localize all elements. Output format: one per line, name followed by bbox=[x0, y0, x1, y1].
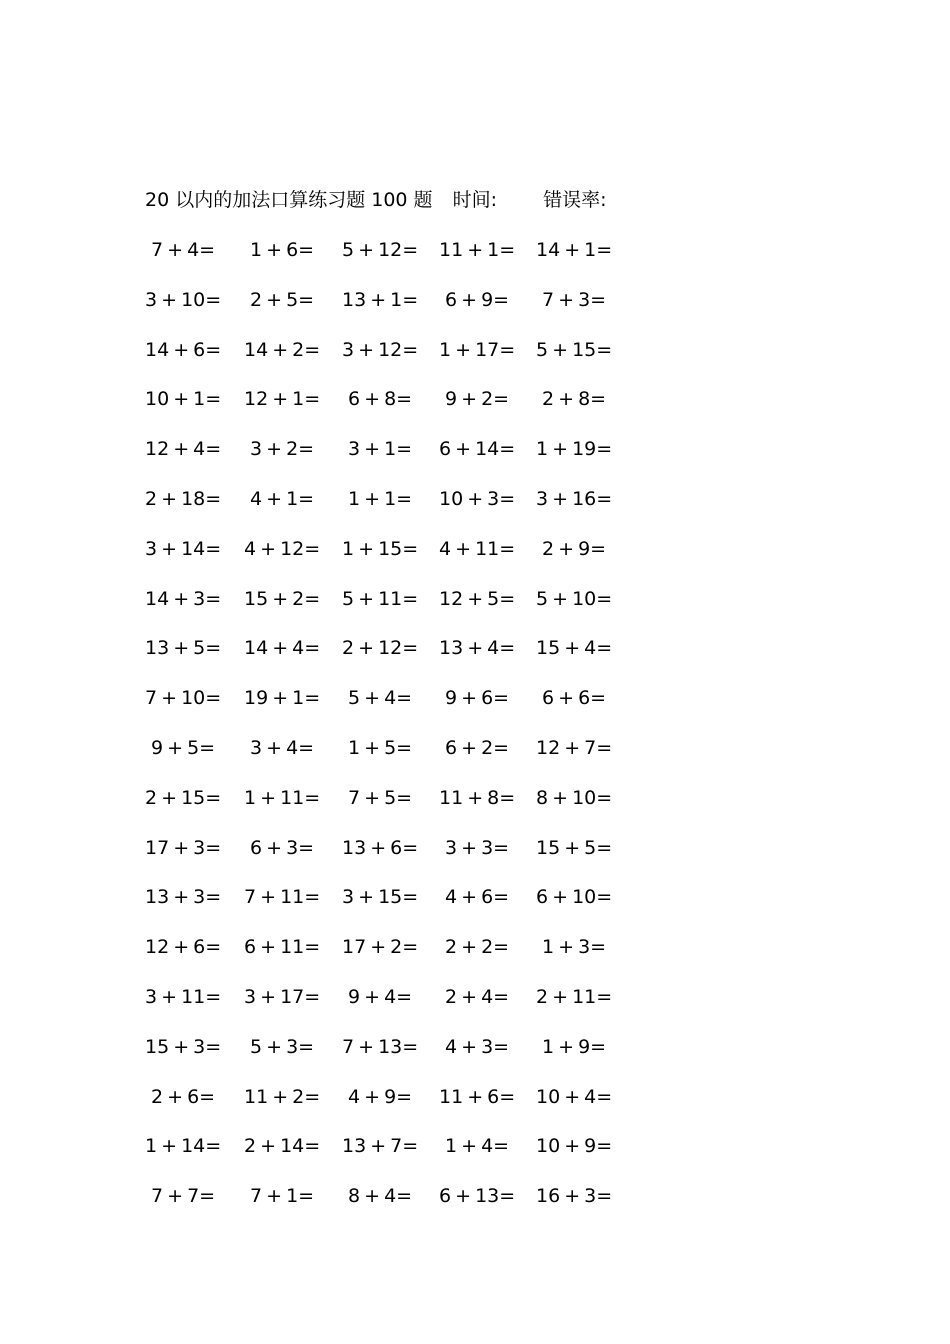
problem-item: 4 + 3= bbox=[445, 1035, 510, 1058]
problem-item: 1 + 17= bbox=[439, 338, 516, 361]
problem-item: 3 + 10= bbox=[145, 288, 222, 311]
problem-item: 1 + 15= bbox=[342, 537, 419, 560]
problem-row bbox=[0, 585, 950, 613]
problem-item: 7 + 3= bbox=[542, 288, 607, 311]
problem-item: 8 + 4= bbox=[348, 1185, 413, 1208]
problem-item: 3 + 1= bbox=[348, 438, 413, 461]
problem-row bbox=[0, 784, 950, 812]
problem-row bbox=[0, 1182, 950, 1210]
problem-item: 13 + 1= bbox=[342, 288, 419, 311]
problem-item: 2 + 11= bbox=[536, 986, 613, 1008]
problem-item: 3 + 15= bbox=[342, 886, 419, 909]
problem-item: 1 + 1= bbox=[348, 488, 413, 510]
problem-item: 13 + 6= bbox=[342, 836, 419, 859]
problem-item: 2 + 6= bbox=[151, 1085, 216, 1108]
problem-item: 5 + 3= bbox=[250, 1035, 315, 1058]
problem-row bbox=[0, 1132, 950, 1160]
problem-item: 2 + 2= bbox=[445, 936, 510, 959]
problem-item: 9 + 6= bbox=[445, 687, 510, 710]
problem-item: 5 + 11= bbox=[342, 587, 419, 610]
problem-item: 12 + 4= bbox=[145, 438, 222, 461]
problem-item: 1 + 4= bbox=[445, 1135, 510, 1158]
problem-item: 3 + 3= bbox=[445, 836, 510, 859]
problem-item: 6 + 3= bbox=[250, 836, 315, 859]
problem-item: 5 + 15= bbox=[536, 338, 613, 361]
time-label: 时间: bbox=[452, 189, 498, 211]
problem-item: 1 + 14= bbox=[145, 1135, 222, 1158]
problem-item: 3 + 14= bbox=[145, 537, 222, 560]
problem-row bbox=[0, 634, 950, 662]
problem-item: 14 + 4= bbox=[244, 637, 321, 660]
problem-item: 10 + 3= bbox=[439, 488, 516, 510]
problem-item: 7 + 7= bbox=[151, 1185, 216, 1208]
problem-row bbox=[0, 734, 950, 762]
problem-item: 6 + 10= bbox=[536, 886, 613, 909]
problem-item: 1 + 6= bbox=[250, 239, 315, 261]
problem-item: 6 + 14= bbox=[439, 438, 516, 461]
problem-item: 11 + 2= bbox=[244, 1085, 321, 1108]
problem-item: 16 + 3= bbox=[536, 1185, 613, 1208]
problem-item: 3 + 17= bbox=[244, 986, 321, 1008]
problem-item: 14 + 2= bbox=[244, 338, 321, 361]
problem-item: 4 + 12= bbox=[244, 537, 321, 560]
problem-item: 7 + 10= bbox=[145, 687, 222, 710]
problem-row bbox=[0, 1033, 950, 1061]
problem-item: 11 + 1= bbox=[439, 239, 516, 261]
problem-item: 3 + 4= bbox=[250, 737, 315, 759]
problem-item: 3 + 2= bbox=[250, 438, 315, 461]
problem-item: 17 + 3= bbox=[145, 836, 222, 859]
problem-item: 1 + 11= bbox=[244, 786, 321, 809]
problem-item: 15 + 5= bbox=[536, 836, 613, 859]
problem-row bbox=[0, 485, 950, 513]
problem-item: 13 + 5= bbox=[145, 637, 222, 660]
problem-item: 8 + 10= bbox=[536, 786, 613, 809]
problem-item: 9 + 5= bbox=[151, 737, 216, 759]
problem-item: 5 + 12= bbox=[342, 239, 419, 261]
problem-item: 2 + 4= bbox=[445, 986, 510, 1008]
problem-item: 5 + 4= bbox=[348, 687, 413, 710]
problem-row bbox=[0, 286, 950, 314]
problem-row bbox=[0, 236, 950, 264]
problem-item: 6 + 8= bbox=[348, 388, 413, 411]
problem-row bbox=[0, 535, 950, 563]
problem-item: 13 + 4= bbox=[439, 637, 516, 660]
problem-item: 12 + 5= bbox=[439, 587, 516, 610]
error-rate-label: 错误率: bbox=[543, 189, 607, 211]
problem-item: 6 + 6= bbox=[542, 687, 607, 710]
problem-item: 11 + 8= bbox=[439, 786, 516, 809]
problem-item: 15 + 4= bbox=[536, 637, 613, 660]
problem-item: 2 + 5= bbox=[250, 288, 315, 311]
worksheet-title: 20 以内的加法口算练习题 100 题 bbox=[145, 189, 433, 211]
problem-item: 6 + 11= bbox=[244, 936, 321, 959]
problem-item: 12 + 6= bbox=[145, 936, 222, 959]
problem-item: 2 + 18= bbox=[145, 488, 222, 510]
problem-item: 9 + 4= bbox=[348, 986, 413, 1008]
problem-item: 13 + 7= bbox=[342, 1135, 419, 1158]
problem-item: 12 + 7= bbox=[536, 737, 613, 759]
problem-row bbox=[0, 883, 950, 911]
problem-item: 6 + 2= bbox=[445, 737, 510, 759]
problem-item: 15 + 2= bbox=[244, 587, 321, 610]
problem-item: 1 + 19= bbox=[536, 438, 613, 461]
problem-item: 1 + 5= bbox=[348, 737, 413, 759]
problem-item: 10 + 1= bbox=[145, 388, 222, 411]
problem-item: 14 + 1= bbox=[536, 239, 613, 261]
problem-item: 2 + 15= bbox=[145, 786, 222, 809]
problem-item: 1 + 9= bbox=[542, 1035, 607, 1058]
problem-item: 2 + 12= bbox=[342, 637, 419, 660]
problem-item: 4 + 9= bbox=[348, 1085, 413, 1108]
problem-row bbox=[0, 983, 950, 1011]
problem-item: 5 + 10= bbox=[536, 587, 613, 610]
problem-item: 4 + 6= bbox=[445, 886, 510, 909]
problem-item: 14 + 3= bbox=[145, 587, 222, 610]
problem-item: 15 + 3= bbox=[145, 1035, 222, 1058]
problem-item: 13 + 3= bbox=[145, 886, 222, 909]
problem-item: 7 + 13= bbox=[342, 1035, 419, 1058]
problem-item: 3 + 12= bbox=[342, 338, 419, 361]
problem-item: 6 + 9= bbox=[445, 288, 510, 311]
problem-item: 12 + 1= bbox=[244, 388, 321, 411]
problem-row bbox=[0, 336, 950, 364]
problem-row bbox=[0, 435, 950, 463]
problem-item: 10 + 9= bbox=[536, 1135, 613, 1158]
problem-row bbox=[0, 385, 950, 413]
problem-item: 14 + 6= bbox=[145, 338, 222, 361]
problem-item: 11 + 6= bbox=[439, 1085, 516, 1108]
problem-item: 2 + 9= bbox=[542, 537, 607, 560]
problem-item: 1 + 3= bbox=[542, 936, 607, 959]
problem-row bbox=[0, 684, 950, 712]
problem-item: 17 + 2= bbox=[342, 936, 419, 959]
problem-item: 7 + 4= bbox=[151, 239, 216, 261]
problem-item: 4 + 1= bbox=[250, 488, 315, 510]
problem-item: 4 + 11= bbox=[439, 537, 516, 560]
problem-item: 10 + 4= bbox=[536, 1085, 613, 1108]
problem-row bbox=[0, 834, 950, 862]
problem-item: 3 + 11= bbox=[145, 986, 222, 1008]
problem-row bbox=[0, 1083, 950, 1111]
problem-item: 9 + 2= bbox=[445, 388, 510, 411]
problem-item: 2 + 14= bbox=[244, 1135, 321, 1158]
problem-item: 6 + 13= bbox=[439, 1185, 516, 1208]
problem-item: 3 + 16= bbox=[536, 488, 613, 510]
problem-item: 7 + 1= bbox=[250, 1185, 315, 1208]
problem-item: 2 + 8= bbox=[542, 388, 607, 411]
problem-item: 7 + 5= bbox=[348, 786, 413, 809]
worksheet-header bbox=[145, 186, 606, 214]
problem-item: 7 + 11= bbox=[244, 886, 321, 909]
problem-row bbox=[0, 933, 950, 961]
problem-item: 19 + 1= bbox=[244, 687, 321, 710]
